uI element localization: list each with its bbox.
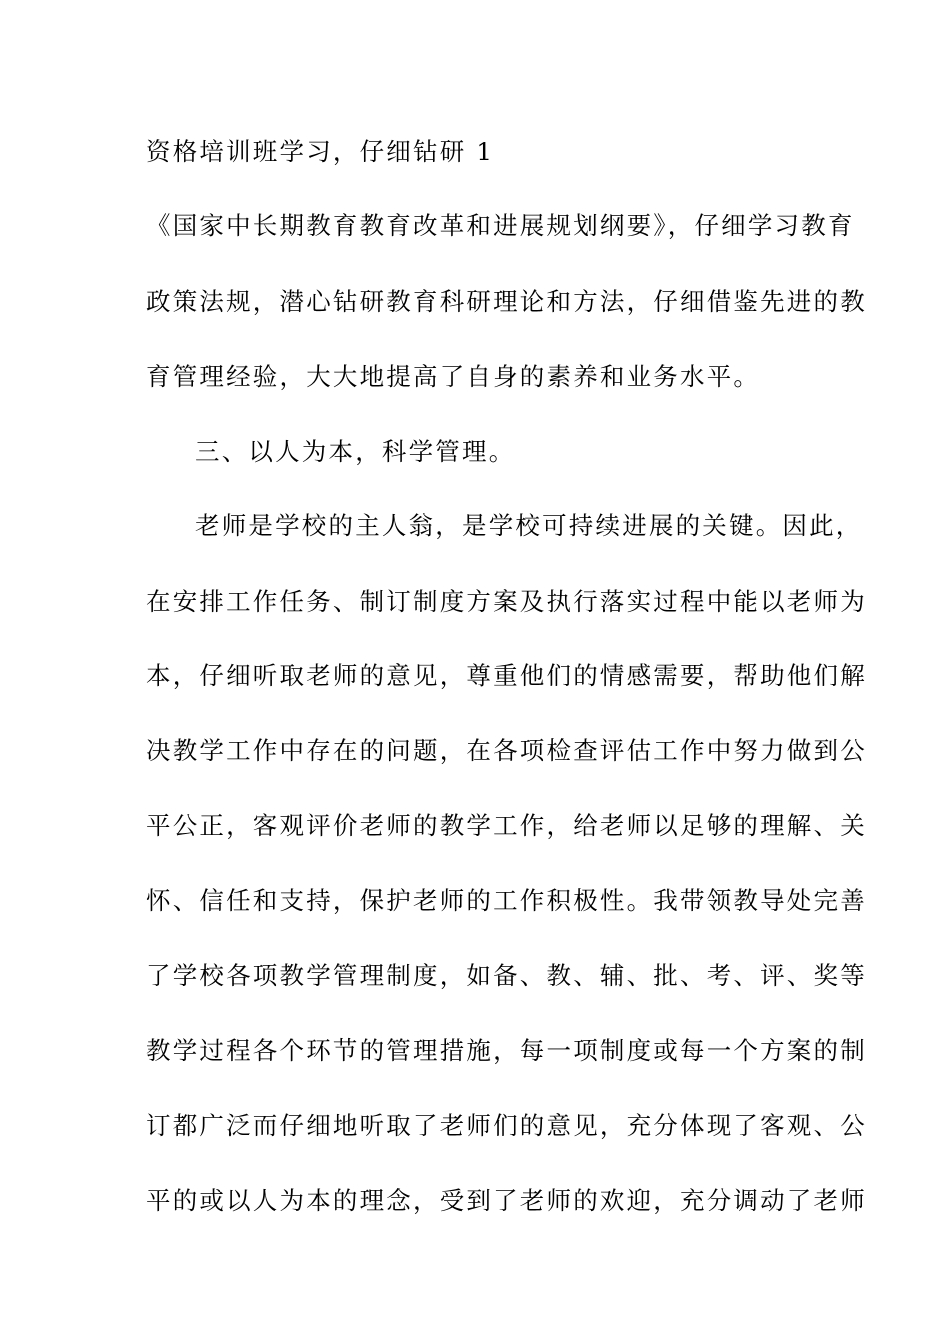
text-line-15: 平的或以人为本的理念，受到了老师的欢迎，充分调动了老师 <box>146 1186 867 1215</box>
text-line-7: 在安排工作任务、制订制度方案及执行落实过程中能以老师为 <box>146 587 867 616</box>
text-line-9: 决教学工作中存在的问题，在各项检查评估工作中努力做到公 <box>146 736 867 765</box>
text-line-12: 了学校各项教学管理制度，如备、教、辅、批、考、评、奖等 <box>146 961 867 990</box>
text-line-8: 本，仔细听取老师的意见，尊重他们的情感需要，帮助他们解 <box>146 661 867 690</box>
text-line-11: 怀、信任和支持，保护老师的工作积极性。我带领教导处完善 <box>146 886 867 915</box>
text-line-2: 《国家中长期教育教育改革和进展规划纲要》，仔细学习教育 <box>146 211 855 240</box>
section-heading: 三、以人为本，科学管理。 <box>195 437 516 466</box>
text-line-13: 教学过程各个环节的管理措施，每一项制度或每一个方案的制 <box>146 1036 867 1065</box>
text-line-1: 资格培训班学习，仔细钻研 1 <box>146 137 495 166</box>
text-line-4: 育管理经验，大大地提高了自身的素养和业务水平。 <box>146 362 761 391</box>
text-line-6: 老师是学校的主人翁，是学校可持续进展的关键。因此， <box>195 511 863 540</box>
text-line-10: 平公正，客观评价老师的教学工作，给老师以足够的理解、关 <box>146 811 867 840</box>
text-line-3: 政策法规，潜心钻研教育科研理论和方法，仔细借鉴先进的教 <box>146 287 867 316</box>
text-line-14: 订都广泛而仔细地听取了老师们的意见，充分体现了客观、公 <box>146 1111 867 1140</box>
